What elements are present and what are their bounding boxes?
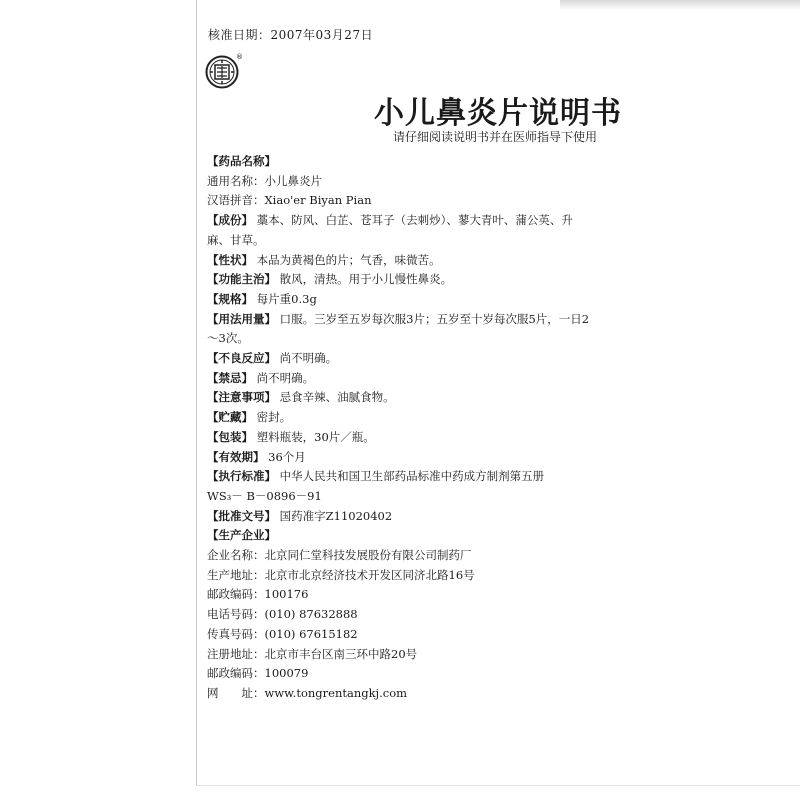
adverse-reactions-text: 尚不明确。 <box>279 351 338 366</box>
section-heading-indications: 【功能主治】 <box>207 272 276 287</box>
tongrentang-seal-icon <box>205 55 239 89</box>
section-heading-standard: 【执行标准】 <box>207 469 276 484</box>
section-heading-drug-name: 【药品名称】 <box>207 154 276 168</box>
package-text: 塑料瓶装，30片／瓶。 <box>256 429 375 444</box>
generic-name: 通用名称：小儿鼻炎片 <box>207 173 322 188</box>
section-precautions <box>207 388 592 408</box>
section-contraindications <box>207 369 592 389</box>
section-package <box>207 428 592 448</box>
section-heading-specification: 【规格】 <box>207 291 253 306</box>
section-heading-description: 【性状】 <box>207 252 253 267</box>
production-address: 生产地址：北京市北京经济技术开发区同济北路16号 <box>207 567 475 582</box>
contraindications-text: 尚不明确。 <box>256 370 315 385</box>
website-label: 网 址： <box>207 685 265 700</box>
validity-text: 36个月 <box>268 449 306 464</box>
description-text: 本品为黄褐色的片；气香，味微苦。 <box>256 252 441 267</box>
section-heading-precautions: 【注意事项】 <box>207 390 276 405</box>
section-ingredients <box>207 211 592 250</box>
section-heading-manufacturer: 【生产企业】 <box>207 528 276 543</box>
page-edge-shadow <box>560 0 800 10</box>
company-name: 企业名称：北京同仁堂科技发展股份有限公司制药厂 <box>207 548 472 563</box>
pinyin-name: 汉语拼音：Xiao'er Biyan Pian <box>207 193 372 208</box>
section-description <box>207 251 592 271</box>
section-indications <box>207 270 592 290</box>
page-bottom-edge <box>196 785 800 801</box>
section-storage <box>207 408 592 428</box>
ingredients-text: 藁本、防风、白芷、苍耳子（去刺炒）、蓼大青叶、蒲公英、升麻、甘草。 <box>207 213 573 247</box>
approval-date: 核准日期：2007年03月27日 <box>208 28 374 42</box>
indications-text: 散风，清热。用于小儿慢性鼻炎。 <box>279 272 453 287</box>
section-approval-number <box>207 507 592 527</box>
specification-text: 每片重0.3g <box>256 291 317 306</box>
section-heading-package: 【包装】 <box>207 429 253 444</box>
phone-number: 电话号码：(010) 87632888 <box>207 607 358 622</box>
website-link[interactable]: www.tongrentangkj.com <box>264 685 408 700</box>
website-row <box>207 684 592 704</box>
section-heading-validity: 【有效期】 <box>207 449 265 464</box>
section-standard <box>207 467 592 487</box>
section-heading-storage: 【贮藏】 <box>207 410 253 425</box>
section-heading-adverse-reactions: 【不良反应】 <box>207 351 276 366</box>
section-adverse-reactions <box>207 349 592 369</box>
registered-postcode: 邮政编码：100079 <box>207 666 309 681</box>
page-subtitle: 请仔细阅读说明书并在医师指导下使用 <box>392 130 597 144</box>
page-title: 小儿鼻炎片说明书 <box>374 96 622 131</box>
leaflet-body <box>207 152 592 704</box>
section-validity <box>207 448 592 468</box>
registered-address: 注册地址：北京市丰台区南三环中路20号 <box>207 646 418 661</box>
registered-mark: ® <box>236 53 243 61</box>
section-heading-contraindications: 【禁忌】 <box>207 370 253 385</box>
approval-number-text: 国药准字Z11020402 <box>279 508 393 523</box>
standard-code: WS₃－ B－0896－91 <box>207 488 322 503</box>
section-heading-ingredients: 【成份】 <box>207 213 253 228</box>
postcode: 邮政编码：100176 <box>207 587 309 602</box>
section-dosage <box>207 310 592 349</box>
section-heading-approval-number: 【批准文号】 <box>207 508 276 523</box>
storage-text: 密封。 <box>256 410 292 425</box>
dosage-text: 口服。三岁至五岁每次服3片；五岁至十岁每次服5片，一日2～3次。 <box>207 311 590 346</box>
standard-text: 中华人民共和国卫生部药品标准中药成方制剂第五册 <box>279 469 545 484</box>
fax-number: 传真号码：(010) 67615182 <box>207 626 358 641</box>
section-specification <box>207 290 592 310</box>
precautions-text: 忌食辛辣、油腻食物。 <box>279 390 395 405</box>
section-heading-dosage: 【用法用量】 <box>207 311 276 326</box>
